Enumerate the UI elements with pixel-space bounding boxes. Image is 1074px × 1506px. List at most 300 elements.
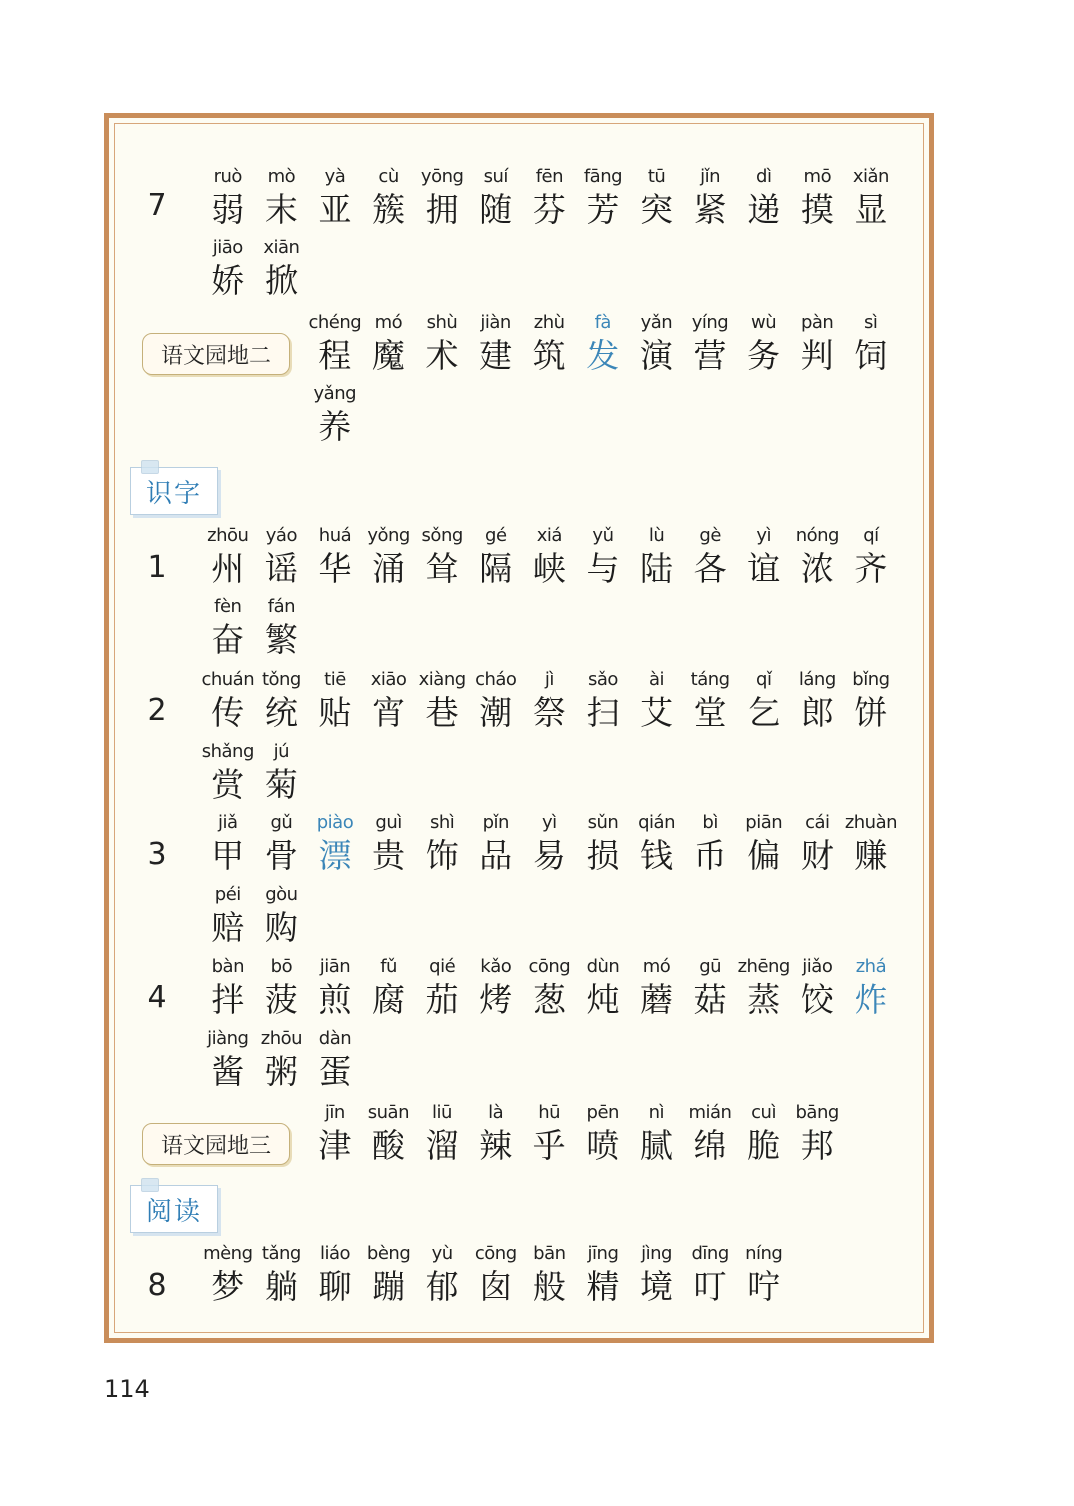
vocab-character <box>201 1242 255 1308</box>
hanzi: 奋 <box>211 620 245 659</box>
hanzi: 乎 <box>532 1126 566 1165</box>
pinyin: yù <box>431 1243 453 1264</box>
pinyin: bèng <box>366 1243 411 1264</box>
hanzi: 财 <box>800 836 834 875</box>
hanzi: 末 <box>264 190 298 229</box>
hanzi: 聊 <box>318 1267 352 1306</box>
vocab-character <box>469 1101 523 1167</box>
hanzi: 炸 <box>854 980 888 1019</box>
vocab-character <box>576 311 630 377</box>
pinyin: jìng <box>641 1243 672 1264</box>
vocab-character <box>844 811 898 877</box>
hanzi: 酸 <box>371 1126 405 1165</box>
pinyin: gòu <box>265 884 298 905</box>
pinyin: gé <box>485 525 507 546</box>
vocab-character <box>469 311 523 377</box>
hanzi: 随 <box>479 190 513 229</box>
pinyin: sǒng <box>421 525 463 546</box>
hanzi: 币 <box>693 836 727 875</box>
hanzi: 耸 <box>425 549 459 588</box>
pinyin: bàn <box>211 956 244 977</box>
hanzi: 喷 <box>586 1126 620 1165</box>
hanzi: 摸 <box>800 190 834 229</box>
pinyin: yǎn <box>640 312 673 333</box>
hanzi: 繁 <box>264 620 298 659</box>
vocab-character <box>576 165 630 231</box>
vocab-character <box>255 955 309 1021</box>
pinyin: yǒng <box>367 525 410 546</box>
vocab-character <box>523 524 577 590</box>
vocab-character <box>737 1242 791 1308</box>
hanzi: 陆 <box>640 549 674 588</box>
vocab-character <box>255 1242 309 1308</box>
hanzi: 务 <box>747 336 781 375</box>
pinyin: nóng <box>795 525 839 546</box>
hanzi: 境 <box>640 1267 674 1306</box>
hanzi: 魔 <box>371 336 405 375</box>
pinyin: xiàng <box>418 669 466 690</box>
pinyin: tiē <box>324 669 346 690</box>
pinyin: xiān <box>263 237 300 258</box>
vocab-character <box>576 811 630 877</box>
hanzi: 炖 <box>586 980 620 1019</box>
vocab-character <box>844 311 898 377</box>
pinyin: piān <box>745 812 783 833</box>
pinyin: guì <box>375 812 402 833</box>
lesson-number: 8 <box>147 1268 167 1303</box>
hanzi: 突 <box>640 190 674 229</box>
pinyin: xiá <box>536 525 562 546</box>
hanzi: 宵 <box>372 693 406 732</box>
vocab-character <box>791 955 845 1021</box>
hanzi: 蘑 <box>640 980 674 1019</box>
vocab-character <box>523 811 577 877</box>
hanzi: 赚 <box>854 836 888 875</box>
vocab-character <box>201 1027 255 1093</box>
vocab-character <box>362 1242 416 1308</box>
pinyin: hū <box>538 1102 561 1123</box>
vocab-character <box>362 955 416 1021</box>
hanzi: 华 <box>318 549 352 588</box>
vocab-character <box>790 311 844 377</box>
hanzi: 损 <box>586 836 620 875</box>
pinyin: sì <box>864 312 878 333</box>
hanzi: 脆 <box>747 1126 781 1165</box>
vocab-character <box>844 668 898 734</box>
pinyin: jīng <box>587 1243 619 1264</box>
hanzi: 术 <box>425 336 459 375</box>
hanzi: 粥 <box>264 1052 298 1091</box>
hanzi: 钱 <box>640 836 674 875</box>
pinyin: là <box>488 1102 504 1123</box>
char-row <box>201 668 898 734</box>
char-row <box>201 740 308 806</box>
char-row <box>201 524 898 590</box>
vocab-character <box>737 165 791 231</box>
pinyin: láng <box>798 669 836 690</box>
vocab-character <box>308 811 362 877</box>
pinyin: yì <box>542 812 557 833</box>
pinyin: fǔ <box>380 956 397 977</box>
hanzi: 拌 <box>211 980 245 1019</box>
hanzi: 发 <box>586 336 620 375</box>
pinyin: chuán <box>201 669 255 690</box>
hanzi: 谣 <box>264 549 298 588</box>
hanzi: 躺 <box>264 1267 298 1306</box>
pinyin: xiāo <box>370 669 407 690</box>
vocab-character <box>523 165 577 231</box>
pinyin: shì <box>430 812 455 833</box>
hanzi: 芬 <box>532 190 566 229</box>
hanzi: 养 <box>318 407 352 446</box>
vocab-character <box>630 811 684 877</box>
vocab-character <box>737 311 791 377</box>
lesson-number: 2 <box>147 693 167 728</box>
pinyin: piào <box>316 812 354 833</box>
pinyin: pǐn <box>482 812 509 833</box>
hanzi: 紧 <box>693 190 727 229</box>
hanzi: 菊 <box>264 765 298 804</box>
vocab-character <box>576 1242 630 1308</box>
pinyin: jiǎ <box>218 812 238 833</box>
vocab-character <box>308 165 362 231</box>
hanzi: 购 <box>264 908 298 947</box>
pinyin: cù <box>378 166 399 187</box>
hanzi: 腐 <box>372 980 406 1019</box>
vocab-character <box>844 955 898 1021</box>
pinyin: bō <box>270 956 293 977</box>
char-row <box>201 955 898 1021</box>
hanzi: 易 <box>532 836 566 875</box>
vocab-character <box>201 883 255 949</box>
vocab-character <box>683 811 737 877</box>
vocab-character <box>308 668 362 734</box>
char-row <box>201 811 898 877</box>
vocab-character <box>630 1242 684 1308</box>
pinyin: yōng <box>420 166 464 187</box>
vocab-character <box>576 524 630 590</box>
hanzi: 祭 <box>532 693 566 732</box>
pinyin: qǐ <box>756 669 772 690</box>
pinyin: suí <box>483 166 508 187</box>
hanzi: 蒸 <box>747 980 781 1019</box>
hanzi: 蛋 <box>318 1052 352 1091</box>
vocab-character <box>415 165 469 231</box>
section-tag-reading: 阅读 <box>130 1185 218 1233</box>
pinyin: yà <box>324 166 346 187</box>
pinyin: fāng <box>583 166 623 187</box>
hanzi: 煎 <box>318 980 352 1019</box>
char-row <box>201 595 308 661</box>
pinyin: cōng <box>528 956 571 977</box>
vocab-character <box>255 811 309 877</box>
vocab-character <box>523 1242 577 1308</box>
hanzi: 堂 <box>693 693 727 732</box>
vocab-character <box>362 811 416 877</box>
hanzi: 贵 <box>372 836 406 875</box>
pinyin: mò <box>267 166 296 187</box>
pinyin: jì <box>544 669 554 690</box>
pinyin: mō <box>803 166 832 187</box>
char-row <box>308 382 362 448</box>
vocab-character <box>201 595 255 661</box>
pinyin: gū <box>699 956 722 977</box>
hanzi: 郁 <box>425 1267 459 1306</box>
vocab-character <box>362 1101 416 1167</box>
vocab-character <box>630 524 684 590</box>
hanzi: 判 <box>800 336 834 375</box>
vocab-character <box>683 311 737 377</box>
hanzi: 津 <box>318 1126 352 1165</box>
vocab-character <box>469 811 523 877</box>
hanzi: 浓 <box>800 549 834 588</box>
vocab-character <box>630 165 684 231</box>
hanzi: 偏 <box>747 836 781 875</box>
pinyin: zhù <box>533 312 565 333</box>
vocab-character <box>362 165 416 231</box>
hanzi: 亚 <box>318 190 352 229</box>
hanzi: 辣 <box>479 1126 513 1165</box>
pinyin: níng <box>745 1243 783 1264</box>
hanzi: 各 <box>693 549 727 588</box>
hanzi: 簇 <box>372 190 406 229</box>
hanzi: 与 <box>586 549 620 588</box>
pinyin: dīng <box>691 1243 729 1264</box>
pinyin: lù <box>648 525 665 546</box>
vocab-character <box>201 740 255 806</box>
vocab-character <box>308 382 362 448</box>
hanzi: 甲 <box>211 836 245 875</box>
pinyin: zhōu <box>260 1028 303 1049</box>
vocab-character <box>308 955 362 1021</box>
pinyin: dì <box>756 166 772 187</box>
vocab-character <box>469 524 523 590</box>
pinyin: zhōu <box>207 525 249 546</box>
vocab-character <box>201 668 255 734</box>
hanzi: 邦 <box>800 1126 834 1165</box>
hanzi: 饼 <box>854 693 888 732</box>
hanzi: 溜 <box>425 1126 459 1165</box>
hanzi: 贴 <box>318 693 352 732</box>
pinyin: ruò <box>213 166 242 187</box>
vocab-character <box>791 165 845 231</box>
pinyin: jiān <box>319 956 351 977</box>
hanzi: 囱 <box>479 1267 513 1306</box>
hanzi: 饲 <box>854 336 888 375</box>
vocab-character <box>630 1101 684 1167</box>
hanzi: 咛 <box>747 1267 781 1306</box>
pinyin: pēn <box>586 1102 619 1123</box>
hanzi: 饺 <box>800 980 834 1019</box>
hanzi: 郎 <box>800 693 834 732</box>
pinyin: bǐng <box>852 669 890 690</box>
vocab-character <box>308 1242 362 1308</box>
hanzi: 绵 <box>693 1126 727 1165</box>
vocab-character <box>576 955 630 1021</box>
hanzi: 弱 <box>211 190 245 229</box>
pinyin: xiǎn <box>852 166 889 187</box>
hanzi: 显 <box>854 190 888 229</box>
vocab-character <box>576 668 630 734</box>
vocab-character <box>255 883 309 949</box>
char-row <box>308 1101 844 1167</box>
pinyin: jīn <box>324 1102 345 1123</box>
vocab-character <box>308 524 362 590</box>
pinyin: bì <box>702 812 718 833</box>
hanzi: 演 <box>639 336 673 375</box>
pinyin: gǔ <box>270 812 293 833</box>
hanzi: 巷 <box>425 693 459 732</box>
pinyin: péi <box>214 884 241 905</box>
vocab-character <box>415 524 469 590</box>
pinyin: cái <box>805 812 830 833</box>
pinyin: ài <box>649 669 665 690</box>
hanzi: 蹦 <box>372 1267 406 1306</box>
vocab-character <box>522 1101 576 1167</box>
pinyin: jǐn <box>700 166 721 187</box>
pinyin: jiǎo <box>802 956 833 977</box>
hanzi: 程 <box>318 336 352 375</box>
vocab-character <box>362 311 416 377</box>
pinyin: yǔ <box>592 525 614 546</box>
hanzi: 齐 <box>854 549 888 588</box>
vocab-character <box>630 955 684 1021</box>
vocab-character <box>415 1242 469 1308</box>
vocab-character <box>201 955 255 1021</box>
hanzi: 艾 <box>640 693 674 732</box>
vocab-character <box>737 1101 791 1167</box>
vocab-character <box>630 311 684 377</box>
vocab-character <box>308 1101 362 1167</box>
pinyin: kǎo <box>480 956 512 977</box>
hanzi: 掀 <box>264 261 298 300</box>
pinyin: cuì <box>751 1102 776 1123</box>
pinyin: fán <box>267 596 296 617</box>
hanzi: 乞 <box>747 693 781 732</box>
hanzi: 递 <box>747 190 781 229</box>
pinyin: sǎo <box>587 669 618 690</box>
hanzi: 骨 <box>264 836 298 875</box>
pinyin: cháo <box>475 669 517 690</box>
pinyin: cōng <box>474 1243 517 1264</box>
char-row <box>201 1027 362 1093</box>
hanzi: 腻 <box>639 1126 673 1165</box>
pinyin: qí <box>863 525 879 546</box>
vocab-character <box>683 524 737 590</box>
vocab-character <box>791 668 845 734</box>
vocab-character <box>415 668 469 734</box>
vocab-character <box>201 811 255 877</box>
vocab-character <box>308 1027 362 1093</box>
hanzi: 统 <box>264 693 298 732</box>
hanzi: 漂 <box>318 836 352 875</box>
vocab-character <box>791 811 845 877</box>
hanzi: 谊 <box>747 549 781 588</box>
vocab-character <box>844 165 898 231</box>
pinyin: yíng <box>691 312 729 333</box>
vocab-character <box>630 668 684 734</box>
pinyin: jiàn <box>480 312 511 333</box>
vocab-character <box>737 955 791 1021</box>
pinyin: jiàng <box>207 1028 249 1049</box>
hanzi: 葱 <box>532 980 566 1019</box>
pinyin: yì <box>756 525 772 546</box>
pinyin: táng <box>690 669 730 690</box>
vocab-character <box>737 668 791 734</box>
lesson-number: 3 <box>147 837 167 872</box>
pinyin: bāng <box>795 1102 839 1123</box>
hanzi: 建 <box>479 336 513 375</box>
vocab-character <box>415 1101 469 1167</box>
garden-label: 语文园地二 <box>142 333 290 375</box>
hanzi: 烤 <box>479 980 513 1019</box>
pinyin: suān <box>367 1102 409 1123</box>
pinyin: liū <box>432 1102 452 1123</box>
pinyin: huá <box>318 525 352 546</box>
hanzi: 茄 <box>425 980 459 1019</box>
char-row <box>201 883 308 949</box>
vocab-character <box>737 811 791 877</box>
vocab-character <box>523 955 577 1021</box>
hanzi: 叮 <box>693 1267 727 1306</box>
hanzi: 娇 <box>211 261 245 300</box>
vocab-character <box>844 524 898 590</box>
pinyin: pàn <box>800 312 834 333</box>
char-row <box>201 165 898 231</box>
pinyin: zhuàn <box>844 812 898 833</box>
hanzi: 梦 <box>211 1267 245 1306</box>
vocab-character <box>737 524 791 590</box>
pinyin: mó <box>374 312 403 333</box>
pinyin: qié <box>429 956 456 977</box>
pinyin: mó <box>642 956 671 977</box>
page-number: 114 <box>104 1375 150 1403</box>
hanzi: 精 <box>586 1267 620 1306</box>
pinyin: mèng <box>203 1243 253 1264</box>
pinyin: wù <box>750 312 777 333</box>
pinyin: bān <box>533 1243 566 1264</box>
pinyin: tǎng <box>261 1243 301 1264</box>
pinyin: sǔn <box>587 812 619 833</box>
lesson-number: 4 <box>147 980 167 1015</box>
hanzi: 传 <box>211 693 245 732</box>
char-row <box>308 311 898 377</box>
pinyin: fèn <box>214 596 242 617</box>
section-tag-literacy: 识字 <box>130 467 218 515</box>
hanzi: 菠 <box>264 980 298 1019</box>
pinyin: dùn <box>586 956 620 977</box>
pinyin: zhá <box>855 956 887 977</box>
hanzi: 隔 <box>479 549 513 588</box>
vocab-character <box>255 668 309 734</box>
vocab-character <box>576 1101 630 1167</box>
garden-label: 语文园地三 <box>142 1123 290 1165</box>
pinyin: nì <box>648 1102 665 1123</box>
vocab-character <box>683 1242 737 1308</box>
hanzi: 潮 <box>479 693 513 732</box>
hanzi: 涌 <box>372 549 406 588</box>
vocab-character <box>255 595 309 661</box>
pinyin: tū <box>647 166 666 187</box>
hanzi: 扫 <box>586 693 620 732</box>
char-row <box>201 1242 791 1308</box>
pinyin: mián <box>688 1102 732 1123</box>
pinyin: fà <box>594 312 611 333</box>
vocab-character <box>362 524 416 590</box>
hanzi: 峡 <box>532 549 566 588</box>
vocab-character <box>255 165 309 231</box>
hanzi: 芳 <box>586 190 620 229</box>
